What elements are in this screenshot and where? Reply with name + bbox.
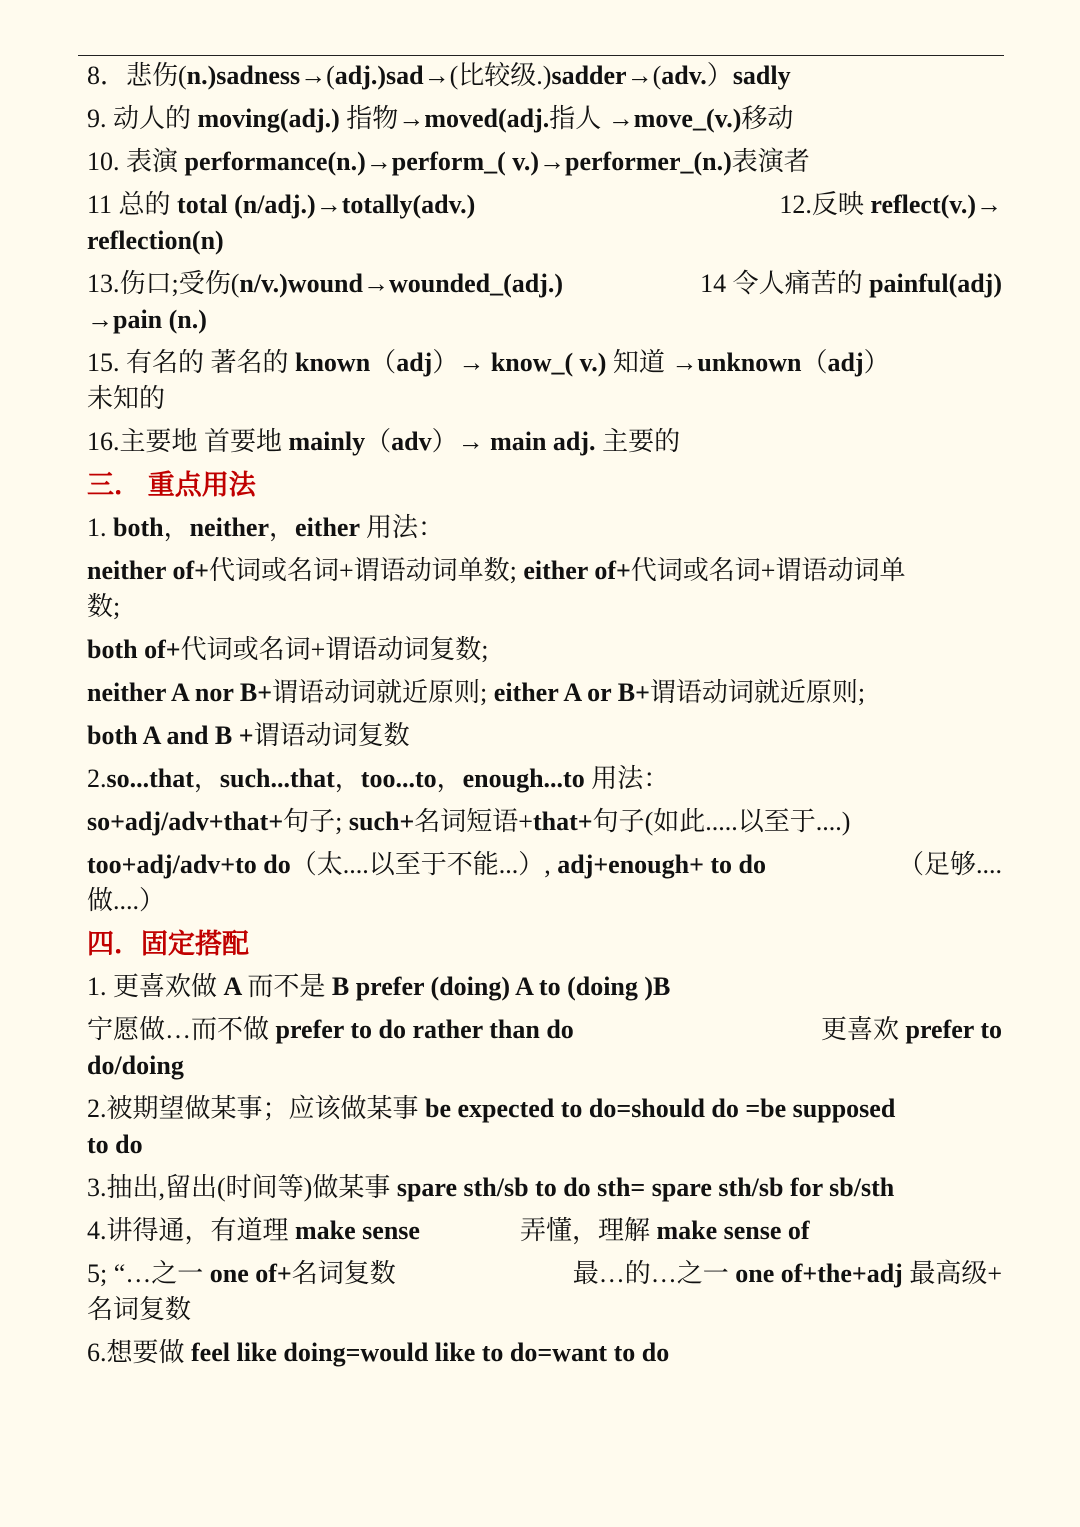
top-rule bbox=[78, 55, 1004, 56]
usage-line-2: neither of+代词或名词+谓语动词单数; either of+代词或名词+谓语动词单 bbox=[87, 556, 906, 585]
phrase-line-5-right: 弄懂，理解 make sense of bbox=[519, 1216, 810, 1245]
usage-line-3: both of+代词或名词+谓语动词复数; bbox=[87, 635, 489, 664]
phrase-line-2-left: 宁愿做…而不做 prefer to do rather than do bbox=[87, 1015, 574, 1044]
vocab-item-12-cont: reflection(n) bbox=[87, 226, 224, 255]
vocab-item-9: 9. 动人的 moving(adj.) 指物→moved(adj.指人 →move_(v.)移动 bbox=[87, 104, 794, 133]
phrase-line-5 bbox=[87, 1213, 1002, 1249]
phrase-line-3: 2.被期望做某事；应该做某事 be expected to do=should do =be supposed bbox=[87, 1094, 896, 1123]
phrase-line-2-right: 更喜欢 prefer to bbox=[820, 1015, 1002, 1044]
phrase-line-6-right: 最…的…之一 one of+the+adj 最高级+ bbox=[572, 1259, 1002, 1288]
phrase-line-6 bbox=[87, 1256, 1002, 1292]
section-heading-fixed-collocations: 四．固定搭配 bbox=[87, 929, 249, 959]
phrase-line-3-cont: to do bbox=[87, 1130, 143, 1159]
vocab-item-12: 12.反映 reflect(v.)→ bbox=[779, 190, 1002, 219]
phrase-line-7: 6.想要做 feel like doing=would like to do=want to do bbox=[87, 1338, 670, 1367]
section-heading-key-usage: 三． 重点用法 bbox=[87, 470, 256, 500]
document-body bbox=[87, 58, 1002, 1371]
usage-line-8-cont: 做....） bbox=[87, 886, 166, 915]
usage-line-2-cont: 数; bbox=[87, 592, 121, 621]
vocab-item-8: 8．悲伤(n.)sadness→(adj.)sad→(比较级.)sadder→(adv.）sadly bbox=[87, 61, 791, 90]
vocab-item-13: 13.伤口;受伤(n/v.)wound→wounded_(adj.) bbox=[87, 269, 564, 298]
phrase-line-1: 1. 更喜欢做 A 而不是 B prefer (doing) A to (doing )B bbox=[87, 972, 671, 1001]
vocab-item-16: 16.主要地 首要地 mainly（adv）→ main adj. 主要的 bbox=[87, 427, 681, 456]
phrase-line-2 bbox=[87, 1012, 1002, 1048]
usage-line-8-right: （足够.... bbox=[897, 850, 1002, 879]
usage-line-7: so+adj/adv+that+句子; such+名词短语+that+句子(如此.....以至于....) bbox=[87, 807, 851, 836]
phrase-line-2-cont: do/doing bbox=[87, 1051, 184, 1080]
usage-line-8 bbox=[87, 847, 1002, 883]
usage-line-4: neither A nor B+谓语动词就近原则; either A or B+谓语动词就近原则; bbox=[87, 678, 866, 707]
vocab-item-11-12 bbox=[87, 187, 1002, 223]
vocab-item-11: 11 总的 total (n/adj.)→totally(adv.) bbox=[87, 190, 476, 219]
phrase-line-5-left: 4.讲得通，有道理 make sense bbox=[87, 1216, 420, 1245]
phrase-line-6-cont: 名词复数 bbox=[87, 1295, 192, 1324]
vocab-item-14: 14 令人痛苦的 painful(adj) bbox=[700, 269, 1002, 298]
vocab-item-14-cont: →pain (n.) bbox=[87, 305, 207, 334]
usage-line-1: 1. both，neither，either 用法： bbox=[87, 513, 445, 542]
vocab-item-15-cont: 未知的 bbox=[87, 384, 166, 413]
phrase-line-6-left: 5; “…之一 one of+名词复数 bbox=[87, 1259, 396, 1288]
usage-line-5: both A and B +谓语动词复数 bbox=[87, 721, 410, 750]
phrase-line-4: 3.抽出,留出(时间等)做某事 spare sth/sb to do sth= spare sth/sb for sb/sth bbox=[87, 1173, 895, 1202]
vocab-item-13-14 bbox=[87, 266, 1002, 302]
usage-line-8-left: too+adj/adv+to do（太....以至于不能...）, adj+enough+ to do bbox=[87, 850, 767, 879]
vocab-item-10: 10. 表演 performance(n.)→perform_( v.)→performer_(n.)表演者 bbox=[87, 147, 810, 176]
vocab-item-15: 15. 有名的 著名的 known（adj）→ know_( v.) 知道 →unknown（adj） bbox=[87, 348, 890, 377]
usage-line-6: 2.so...that，such...that，too...to，enough...to 用法： bbox=[87, 764, 670, 793]
